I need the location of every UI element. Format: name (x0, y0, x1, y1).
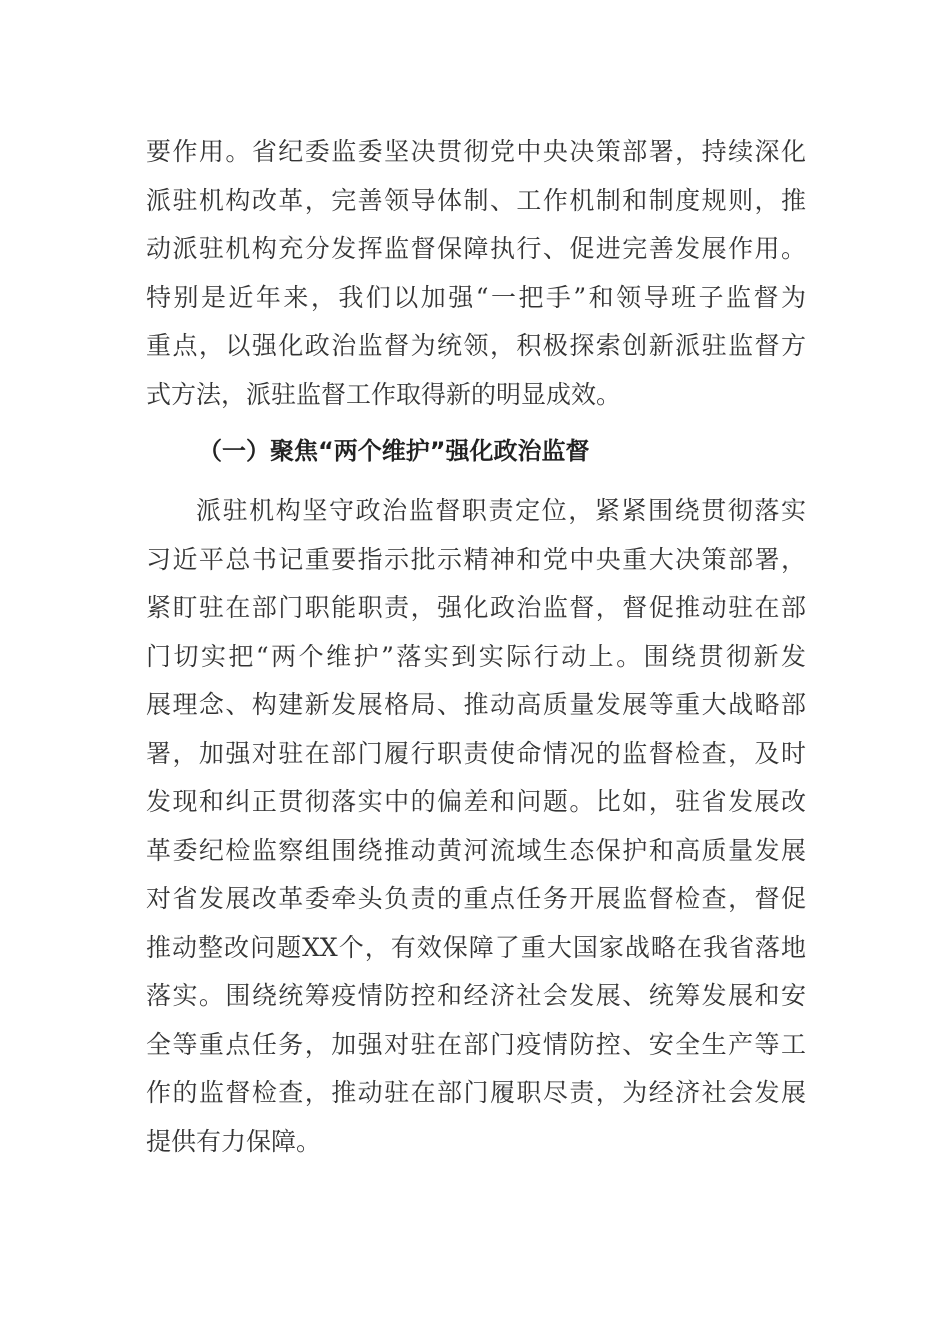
paragraph-1 (146, 128, 806, 419)
paragraph-line: 重点，以强化政治监督为统领，积极探索创新派驻监督方 (146, 331, 806, 360)
paragraph-line: 推动整改问题XX个，有效保障了重大国家战略在我省落地 (146, 932, 806, 962)
paragraph-line: 作的监督检查，推动驻在部门履职尽责，为经济社会发展 (146, 1078, 806, 1107)
paragraph-line: 提供有力保障。 (146, 1126, 322, 1156)
paragraph-line: 派驻机构改革，完善领导体制、工作机制和制度规则，推 (146, 185, 806, 215)
paragraph-line: 紧盯驻在部门职能职责，强化政治监督，督促推动驻在部 (146, 593, 806, 622)
paragraph-line: 动派驻机构充分发挥监督保障执行、促进完善发展作用。 (146, 234, 806, 263)
paragraph-line: 式方法，派驻监督工作取得新的明显成效。 (146, 379, 622, 409)
paragraph-line: 要作用。省纪委监委坚决贯彻党中央决策部署，持续深化 (146, 137, 806, 166)
paragraph-line: 落实。围绕统筹疫情防控和经济社会发展、统筹发展和安 (146, 981, 806, 1010)
paragraph-line: 习近平总书记重要指示批示精神和党中央重大决策部署， (146, 544, 806, 574)
paragraph-line: 署，加强对驻在部门履行职责使命情况的监督检查，及时 (146, 738, 806, 768)
paragraph-line: 派驻机构坚守政治监督职责定位，紧紧围绕贯彻落实 (196, 496, 806, 525)
paragraph-2 (146, 487, 806, 1166)
paragraph-line: 全等重点任务，加强对驻在部门疫情防控、安全生产等工 (146, 1029, 806, 1059)
section-heading: （一）聚焦“两个维护”强化政治监督 (198, 437, 590, 465)
paragraph-line: 对省发展改革委牵头负责的重点任务开展监督检查，督促 (146, 884, 806, 913)
paragraph-line: 革委纪检监察组围绕推动黄河流域生态保护和高质量发展 (146, 835, 806, 865)
paragraph-line: 门切实把“两个维护”落实到实际行动上。围绕贯彻新发 (146, 641, 806, 671)
paragraph-line: 特别是近年来，我们以加强“一把手”和领导班子监督为 (146, 282, 806, 312)
paragraph-line: 展理念、构建新发展格局、推动高质量发展等重大战略部 (146, 690, 806, 719)
document-body (146, 128, 806, 1166)
paragraph-line: 发现和纠正贯彻落实中的偏差和问题。比如，驻省发展改 (146, 787, 806, 816)
